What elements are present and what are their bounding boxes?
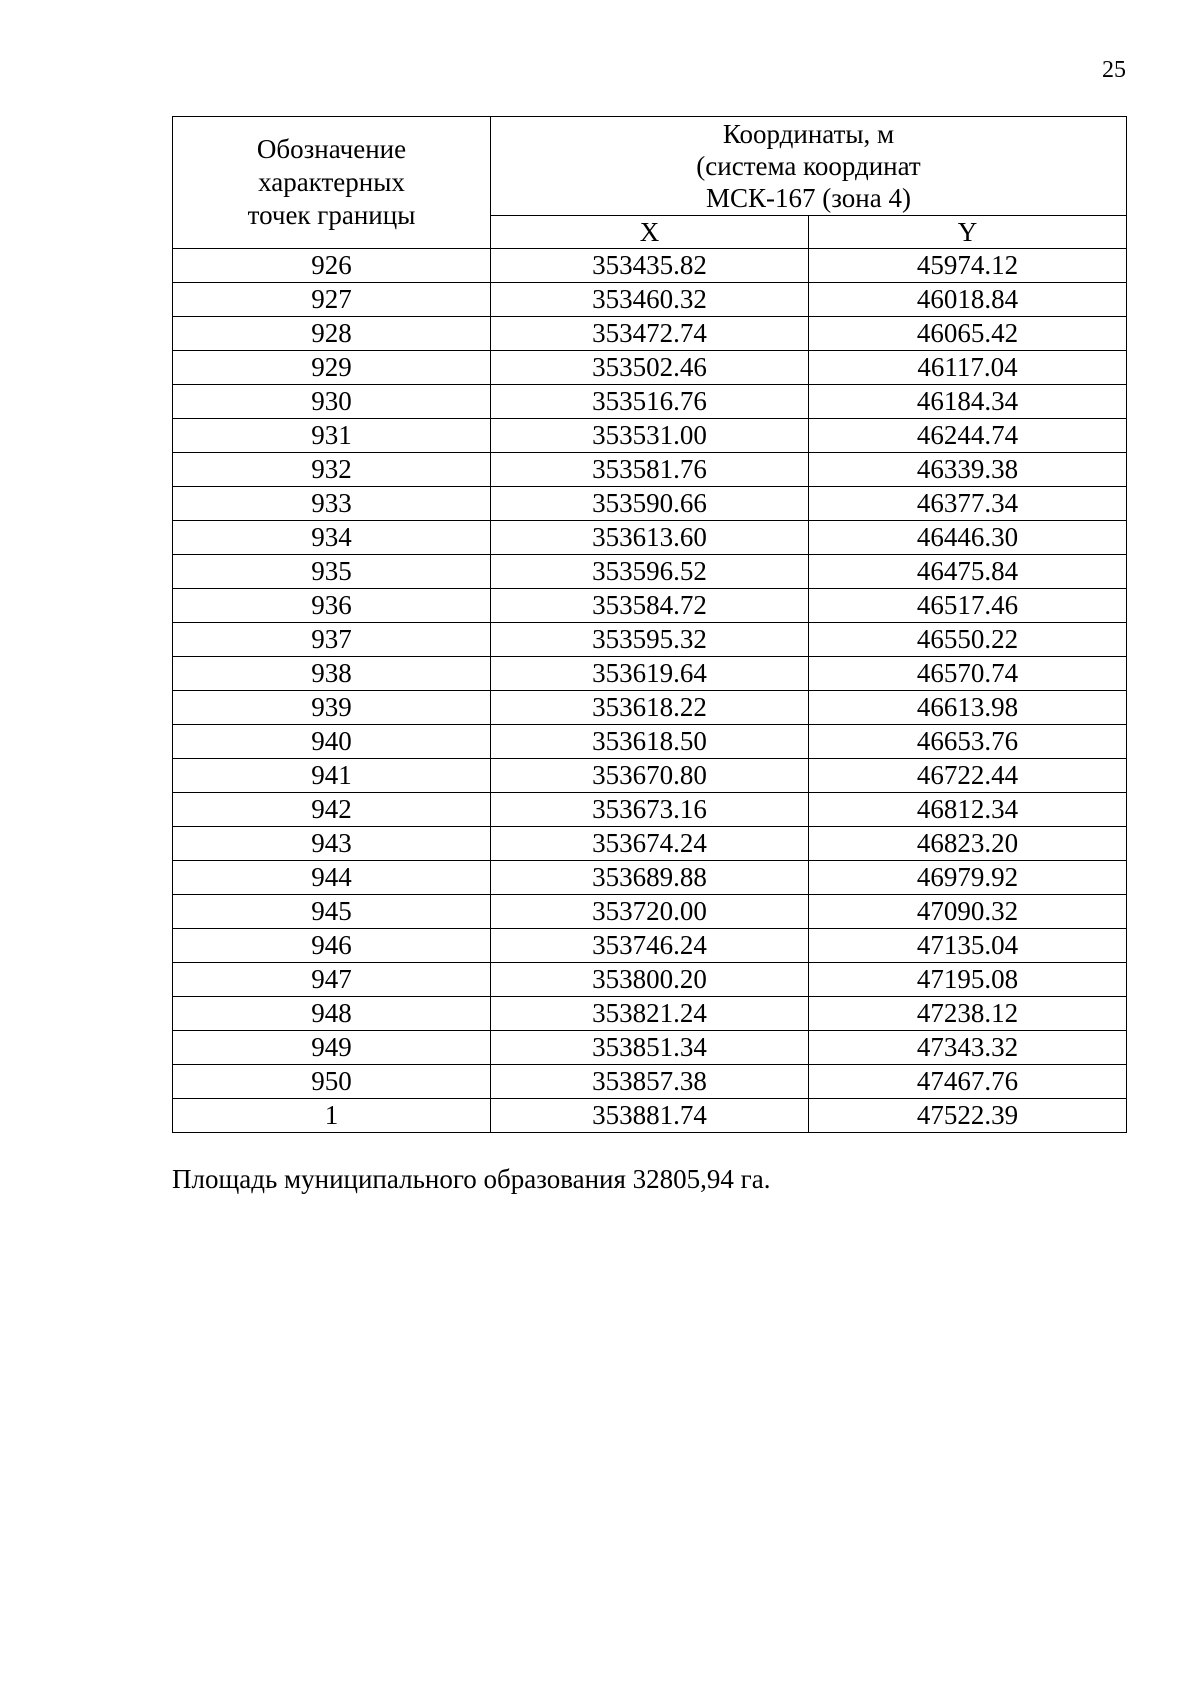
x-coordinate-cell: 353618.22 (491, 691, 809, 725)
point-id-cell: 930 (173, 385, 491, 419)
y-coordinate-cell: 46517.46 (809, 589, 1127, 623)
y-coordinate-cell: 47090.32 (809, 895, 1127, 929)
table-row (173, 555, 1127, 589)
point-id-cell: 950 (173, 1065, 491, 1099)
y-coordinate-cell: 46823.20 (809, 827, 1127, 861)
point-id-cell: 1 (173, 1099, 491, 1133)
x-coordinate-cell: 353881.74 (491, 1099, 809, 1133)
y-coordinate-cell: 46653.76 (809, 725, 1127, 759)
x-coordinate-cell: 353584.72 (491, 589, 809, 623)
table-row (173, 1065, 1127, 1099)
table-row (173, 249, 1127, 283)
coordinates-header-line: Координаты, м (722, 119, 895, 149)
table-row (173, 487, 1127, 521)
x-coordinate-cell: 353673.16 (491, 793, 809, 827)
table-body (173, 249, 1127, 1133)
point-id-cell: 946 (173, 929, 491, 963)
x-coordinate-cell: 353618.50 (491, 725, 809, 759)
point-id-cell: 943 (173, 827, 491, 861)
y-coordinate-cell: 46550.22 (809, 623, 1127, 657)
table-row (173, 929, 1127, 963)
point-id-cell: 948 (173, 997, 491, 1031)
point-id-cell: 944 (173, 861, 491, 895)
x-coordinate-cell: 353581.76 (491, 453, 809, 487)
point-id-cell: 933 (173, 487, 491, 521)
y-coordinate-cell: 46117.04 (809, 351, 1127, 385)
y-coordinate-cell: 47343.32 (809, 1031, 1127, 1065)
table-header (173, 117, 1127, 249)
point-id-cell: 934 (173, 521, 491, 555)
y-coordinate-cell: 47467.76 (809, 1065, 1127, 1099)
x-coordinate-cell: 353613.60 (491, 521, 809, 555)
table-row (173, 657, 1127, 691)
table-row (173, 997, 1127, 1031)
y-coordinate-cell: 46570.74 (809, 657, 1127, 691)
x-coordinate-cell: 353800.20 (491, 963, 809, 997)
table-row (173, 385, 1127, 419)
point-id-cell: 927 (173, 283, 491, 317)
x-coordinate-cell: 353670.80 (491, 759, 809, 793)
y-coordinate-cell: 46184.34 (809, 385, 1127, 419)
y-coordinate-cell: 46613.98 (809, 691, 1127, 725)
point-id-cell: 928 (173, 317, 491, 351)
table-row (173, 1099, 1127, 1133)
y-coordinate-cell: 45974.12 (809, 249, 1127, 283)
point-id-cell: 940 (173, 725, 491, 759)
x-coordinate-cell: 353516.76 (491, 385, 809, 419)
table-row (173, 691, 1127, 725)
coordinates-header-line: (система координат (696, 151, 921, 181)
point-id-cell: 931 (173, 419, 491, 453)
point-id-cell: 936 (173, 589, 491, 623)
table-row (173, 827, 1127, 861)
boundary-coordinates-table (172, 116, 1127, 1133)
y-coordinate-cell: 46979.92 (809, 861, 1127, 895)
point-id-cell: 945 (173, 895, 491, 929)
y-coordinate-cell: 46065.42 (809, 317, 1127, 351)
table-row (173, 283, 1127, 317)
x-coordinate-cell: 353821.24 (491, 997, 809, 1031)
point-id-cell: 947 (173, 963, 491, 997)
y-coordinate-cell: 47195.08 (809, 963, 1127, 997)
x-coordinate-cell: 353460.32 (491, 283, 809, 317)
y-coordinate-cell: 47522.39 (809, 1099, 1127, 1133)
x-coordinate-cell: 353619.64 (491, 657, 809, 691)
point-id-cell: 949 (173, 1031, 491, 1065)
y-coordinate-cell: 47135.04 (809, 929, 1127, 963)
coordinates-header-line: МСК-167 (зона 4) (706, 183, 911, 213)
table-row (173, 759, 1127, 793)
designation-header-line: Обозначение (256, 134, 407, 164)
table-row (173, 317, 1127, 351)
y-column-header: Y (809, 216, 1127, 249)
y-coordinate-cell: 46244.74 (809, 419, 1127, 453)
coordinates-header (491, 117, 1127, 216)
table-row (173, 963, 1127, 997)
point-id-cell: 939 (173, 691, 491, 725)
x-coordinate-cell: 353689.88 (491, 861, 809, 895)
point-id-cell: 942 (173, 793, 491, 827)
designation-header-line: характерных (258, 167, 405, 197)
table-row (173, 793, 1127, 827)
table-row (173, 1031, 1127, 1065)
table-row (173, 725, 1127, 759)
x-coordinate-cell: 353746.24 (491, 929, 809, 963)
point-id-cell: 932 (173, 453, 491, 487)
table-row (173, 521, 1127, 555)
x-coordinate-cell: 353435.82 (491, 249, 809, 283)
y-coordinate-cell: 46018.84 (809, 283, 1127, 317)
table-row (173, 453, 1127, 487)
designation-header (173, 117, 491, 249)
y-coordinate-cell: 46812.34 (809, 793, 1127, 827)
table-row (173, 623, 1127, 657)
point-id-cell: 938 (173, 657, 491, 691)
y-coordinate-cell: 46339.38 (809, 453, 1127, 487)
y-coordinate-cell: 46475.84 (809, 555, 1127, 589)
y-coordinate-cell: 46722.44 (809, 759, 1127, 793)
point-id-cell: 926 (173, 249, 491, 283)
y-coordinate-cell: 46446.30 (809, 521, 1127, 555)
x-coordinate-cell: 353851.34 (491, 1031, 809, 1065)
area-note: Площадь муниципального образования 32805,94 га. (172, 1164, 771, 1194)
table-row (173, 589, 1127, 623)
x-column-header: X (491, 216, 809, 249)
x-coordinate-cell: 353590.66 (491, 487, 809, 521)
y-coordinate-cell: 47238.12 (809, 997, 1127, 1031)
table-row (173, 419, 1127, 453)
x-coordinate-cell: 353531.00 (491, 419, 809, 453)
x-coordinate-cell: 353472.74 (491, 317, 809, 351)
x-coordinate-cell: 353674.24 (491, 827, 809, 861)
x-coordinate-cell: 353502.46 (491, 351, 809, 385)
x-coordinate-cell: 353720.00 (491, 895, 809, 929)
point-id-cell: 935 (173, 555, 491, 589)
table-row (173, 895, 1127, 929)
y-coordinate-cell: 46377.34 (809, 487, 1127, 521)
page-number: 25 (1102, 57, 1126, 83)
x-coordinate-cell: 353595.32 (491, 623, 809, 657)
x-coordinate-cell: 353857.38 (491, 1065, 809, 1099)
point-id-cell: 937 (173, 623, 491, 657)
x-coordinate-cell: 353596.52 (491, 555, 809, 589)
table-row (173, 351, 1127, 385)
table-row (173, 861, 1127, 895)
point-id-cell: 941 (173, 759, 491, 793)
point-id-cell: 929 (173, 351, 491, 385)
designation-header-line: точек границы (247, 200, 416, 230)
